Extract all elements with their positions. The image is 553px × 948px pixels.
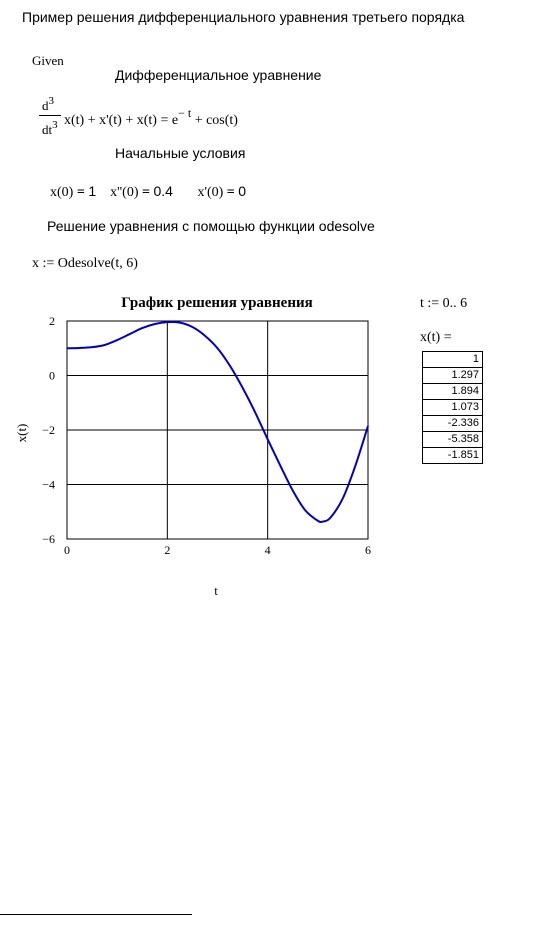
table-header: x(t) = — [420, 330, 452, 345]
x-axis-label: t — [214, 583, 218, 598]
y-tick-label: 2 — [49, 314, 55, 328]
table-cell: 1.073 — [423, 400, 483, 416]
table-row — [423, 416, 483, 432]
table-cell: 1 — [423, 352, 483, 368]
solution-chart — [0, 288, 400, 608]
y-tick-label: 0 — [49, 368, 55, 383]
table-cell: -2.336 — [423, 416, 483, 432]
x-tick-label: 6 — [365, 543, 371, 557]
footnote-separator — [0, 914, 192, 915]
table-row — [423, 448, 483, 464]
initial-conditions: x(0) = 1 x''(0) = 0.4 x'(0) = 0 — [50, 183, 247, 200]
table-cell: -5.358 — [423, 432, 483, 448]
t-range-definition: t := 0.. 6 — [420, 296, 468, 311]
table-row — [423, 432, 483, 448]
differential-equation — [38, 93, 338, 143]
solution-curve — [67, 322, 368, 522]
equation-body: $x(t) + x'(t) + x(t) = e^{- t} + \cos(t)$ — [64, 106, 238, 128]
y-axis-label: x(t) — [14, 423, 29, 443]
chart-grid — [67, 321, 368, 539]
condition-lhs: x'(0) — [197, 185, 224, 200]
tick-labels — [42, 314, 371, 557]
y-tick-label: −6 — [42, 532, 55, 546]
initial-conditions-label: Начальные условия — [115, 145, 246, 161]
table-row — [423, 368, 483, 384]
condition-rhs: 0.4 — [153, 183, 173, 199]
condition-lhs: x(0) — [50, 185, 74, 200]
results-table — [422, 351, 483, 464]
table-cell: 1.894 — [423, 384, 483, 400]
page-title: Пример решения дифференциального уравнения третьего порядка — [22, 9, 465, 25]
x-tick-label: 4 — [264, 543, 271, 557]
table-cell: 1.297 — [423, 368, 483, 384]
x-tick-label: 0 — [64, 543, 70, 557]
condition-lhs: x''(0) — [110, 185, 139, 200]
differential-equation-label: Дифференциальное уравнение — [115, 67, 322, 83]
chart-title: График решения уравнения — [121, 295, 313, 311]
derivative-numerator: $d^3$ — [42, 95, 54, 113]
odesolve-assignment: x := Odesolve(t, 6) — [32, 256, 138, 271]
y-tick-label: −2 — [42, 423, 55, 437]
table-row — [423, 400, 483, 416]
given-keyword: Given — [32, 53, 64, 68]
x-tick-label: 2 — [164, 543, 171, 557]
y-tick-label: −4 — [42, 477, 55, 492]
fraction-bar — [39, 115, 61, 116]
derivative-denominator: $dt^3$ — [42, 119, 58, 137]
table-cell: -1.851 — [423, 448, 483, 464]
table-row — [423, 384, 483, 400]
solve-label: Решение уравнения с помощью функции odesolve — [47, 218, 375, 234]
condition-rhs: 1 — [88, 183, 97, 199]
table-row — [423, 352, 483, 368]
condition-rhs: 0 — [238, 183, 247, 199]
